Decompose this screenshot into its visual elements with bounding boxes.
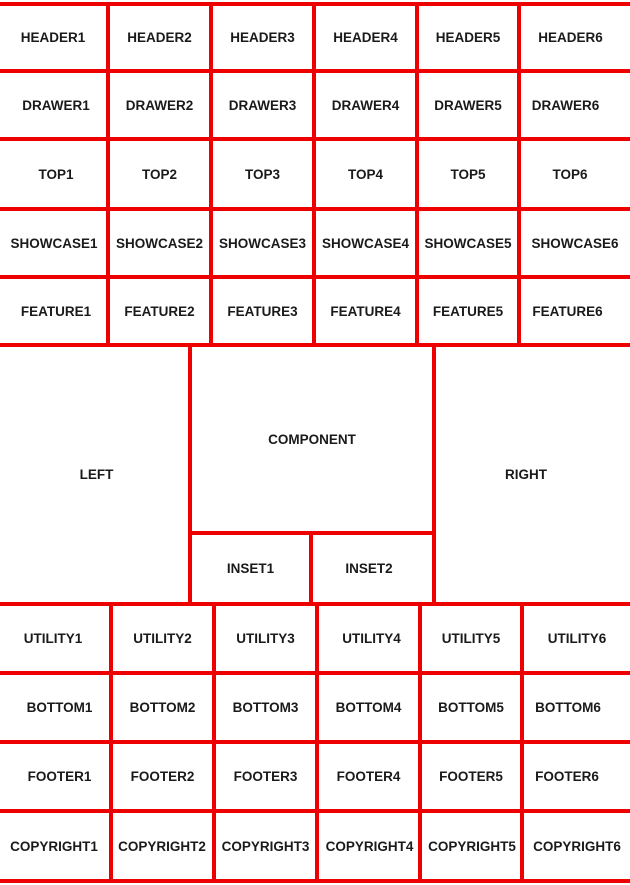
showcase-cell-1: SHOWCASE1 [10,235,98,251]
header-cell-3: HEADER3 [230,30,295,45]
drawer-cell-2: DRAWER2 [125,97,194,113]
footer-cell-6: FOOTER6 [535,769,599,784]
bottom-cell-6: BOTTOM6 [535,700,601,715]
feature-cell-2: FEATURE2 [124,303,195,319]
copyright-cell-3: COPYRIGHT3 [221,838,310,854]
copyright-cell-5: COPYRIGHT5 [428,838,516,854]
top-cell-5: TOP5 [450,166,486,182]
left-cell: LEFT [79,467,114,482]
bottom-cell-1: BOTTOM1 [26,700,93,715]
feature-cell-3: FEATURE3 [227,303,298,319]
header-cell-1: HEADER1 [20,30,86,45]
feature-cell-5: FEATURE5 [432,303,504,319]
header-cell-4: HEADER4 [333,30,398,45]
showcase-cell-4: SHOWCASE4 [321,235,409,251]
header-cell-5: HEADER5 [435,30,501,45]
inset-cell-1: INSET1 [226,561,275,576]
header-cell-6: HEADER6 [538,30,603,45]
bottom-cell-4: BOTTOM4 [335,700,402,715]
top-cell-2: TOP2 [141,166,177,182]
utility-cell-2: UTILITY2 [133,631,192,646]
utility-cell-1: UTILITY1 [23,631,83,646]
copyright-cell-6: COPYRIGHT6 [533,838,621,854]
inset-cell-2: INSET2 [345,561,393,576]
right-cell: RIGHT [505,467,547,482]
bottom-cell-5: BOTTOM5 [438,700,504,715]
top-cell-3: TOP3 [244,166,280,182]
copyright-cell-1: COPYRIGHT1 [10,838,98,854]
footer-cell-2: FOOTER2 [130,769,195,784]
utility-cell-5: UTILITY5 [441,631,501,646]
footer-cell-1: FOOTER1 [27,769,92,784]
bottom-cell-2: BOTTOM2 [129,700,196,715]
top-cell-4: TOP4 [347,166,383,182]
top-cell-6: TOP6 [552,166,588,182]
showcase-cell-3: SHOWCASE3 [218,235,306,251]
footer-cell-3: FOOTER3 [233,769,298,784]
drawer-cell-5: DRAWER5 [434,97,502,113]
copyright-cell-2: COPYRIGHT2 [118,838,206,854]
showcase-cell-5: SHOWCASE5 [424,235,512,251]
footer-cell-4: FOOTER4 [336,769,401,784]
feature-cell-6: FEATURE6 [532,303,603,319]
component-cell: COMPONENT [268,431,356,447]
utility-cell-3: UTILITY3 [236,631,295,646]
utility-cell-4: UTILITY4 [342,631,401,646]
feature-cell-1: FEATURE1 [20,303,92,319]
utility-cell-6: UTILITY6 [547,631,607,646]
footer-cell-5: FOOTER5 [439,769,503,784]
feature-cell-4: FEATURE4 [330,303,401,319]
top-cell-1: TOP1 [38,166,74,182]
drawer-cell-6: DRAWER6 [531,97,600,113]
showcase-cell-2: SHOWCASE2 [115,235,203,251]
bottom-cell-3: BOTTOM3 [232,700,299,715]
drawer-cell-1: DRAWER1 [22,97,90,113]
drawer-cell-3: DRAWER3 [228,97,297,113]
copyright-cell-4: COPYRIGHT4 [325,838,414,854]
header-cell-2: HEADER2 [127,30,192,45]
showcase-cell-6: SHOWCASE6 [531,235,619,251]
drawer-cell-4: DRAWER4 [331,97,400,113]
